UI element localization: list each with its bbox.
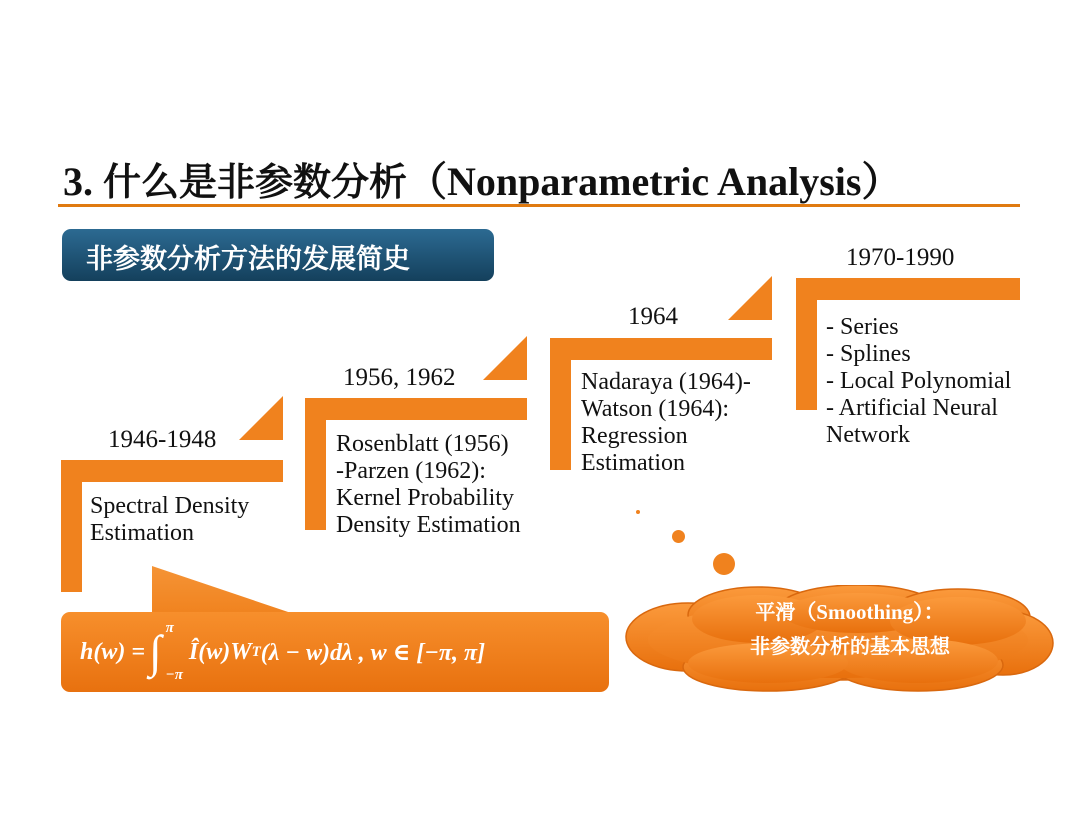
step3-horizontal-bar — [550, 338, 772, 360]
step2-horizontal-bar — [305, 398, 527, 420]
step2-arrow-triangle — [483, 336, 527, 380]
formula-subscript: T — [251, 643, 261, 660]
slide-title — [63, 150, 901, 207]
step4-year: 1970-1990 — [846, 244, 955, 271]
cloud-text — [690, 596, 1010, 662]
step1-horizontal-bar — [61, 460, 283, 482]
step4-description: - Series - Splines - Local Polynomial - Artificial Neural Network — [826, 314, 1012, 448]
formula — [80, 612, 485, 692]
step3-description: Nadaraya (1964)- Watson (1964): Regression Estimation — [581, 369, 751, 476]
step1-arrow-triangle — [239, 396, 283, 440]
thought-dot-large — [713, 553, 735, 575]
step1-description: Spectral Density Estimation — [90, 493, 250, 546]
integral-limits — [166, 620, 183, 684]
subtitle-text: 非参数分析方法的发展简史 — [86, 244, 410, 275]
integral-lower-limit: −π — [165, 667, 183, 683]
integral-sign: ∫ — [149, 626, 162, 677]
thought-dot-medium — [672, 530, 685, 543]
title-english: （Nonparametric Analysis） — [407, 159, 902, 204]
cloud-cn1: 平滑 — [755, 600, 796, 624]
step2-year: 1956, 1962 — [343, 364, 456, 391]
step3-arrow-triangle — [728, 276, 772, 320]
step3-year: 1964 — [628, 303, 678, 330]
cloud-line-1 — [690, 596, 1010, 630]
formula-callout-pointer — [148, 566, 308, 616]
step2-description: Rosenblatt (1956) -Parzen (1962): Kernel Probability Density Estimation — [336, 431, 521, 538]
integral-upper-limit: π — [165, 620, 174, 636]
cloud-en: （Smoothing）： — [795, 600, 945, 624]
title-chinese: 什么是非参数分析 — [103, 160, 408, 204]
step4-horizontal-bar — [796, 278, 1020, 300]
thought-dot-small — [636, 510, 640, 514]
formula-integrand: Î(w)W — [188, 638, 252, 665]
step1-year: 1946-1948 — [108, 426, 217, 453]
formula-lhs: h(w) = — [80, 638, 146, 665]
cloud-line-2: 非参数分析的基本思想 — [750, 633, 950, 658]
formula-rest: (λ − w)dλ , w ∈ [−π, π] — [260, 640, 486, 666]
title-underline — [58, 204, 1020, 207]
title-number: 3. — [63, 159, 93, 204]
